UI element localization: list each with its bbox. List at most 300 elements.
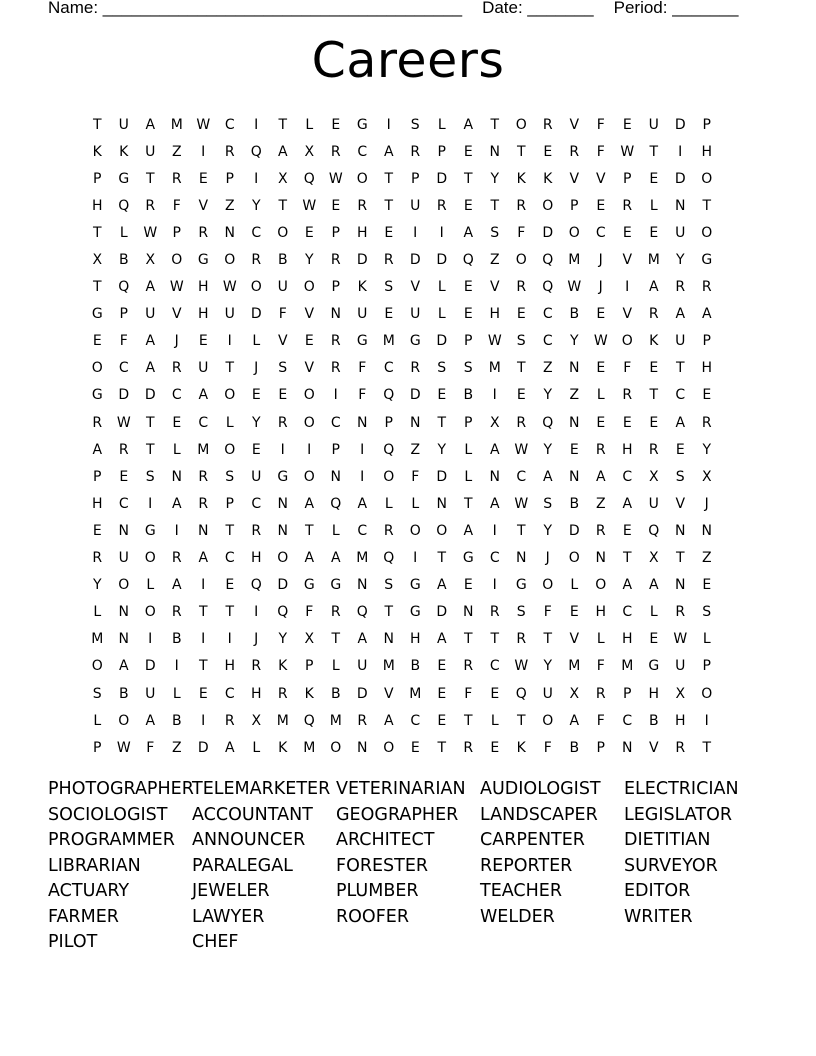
- grid-letter: Q: [542, 414, 554, 431]
- grid-letter: R: [410, 143, 421, 160]
- grid-letter: N: [595, 550, 606, 567]
- grid-letter: I: [227, 631, 232, 648]
- grid-letter: N: [383, 631, 394, 648]
- word-list-item: PILOT: [48, 932, 98, 952]
- grid-letter: E: [463, 306, 473, 323]
- grid-letter: I: [492, 522, 497, 539]
- grid-letter: G: [91, 387, 103, 404]
- grid-letter: A: [357, 631, 368, 648]
- grid-letter: N: [410, 414, 421, 431]
- grid-letter: E: [384, 306, 394, 323]
- grid-letter: K: [357, 279, 367, 296]
- word-list: [48, 777, 768, 956]
- grid-letter: N: [118, 604, 129, 621]
- grid-letter: A: [92, 441, 103, 458]
- grid-letter: E: [463, 577, 473, 594]
- grid-letter: C: [542, 333, 553, 350]
- grid-letter: O: [409, 522, 421, 539]
- grid-letter: W: [593, 333, 608, 350]
- word-list-item: PLUMBER: [336, 881, 419, 901]
- grid-letter: H: [489, 306, 501, 323]
- grid-letter: R: [701, 414, 712, 431]
- grid-letter: H: [701, 143, 713, 160]
- grid-letter: T: [702, 197, 712, 214]
- grid-letter: N: [675, 197, 686, 214]
- grid-letter: P: [623, 170, 632, 187]
- word-list-item: SOCIOLOGIST: [48, 804, 168, 825]
- grid-letter: Q: [250, 143, 262, 160]
- grid-letter: P: [331, 224, 340, 241]
- grid-letter: R: [330, 143, 341, 160]
- grid-letter: D: [144, 387, 156, 404]
- grid-letter: A: [675, 414, 686, 431]
- grid-letter: D: [409, 252, 421, 269]
- grid-letter: N: [357, 739, 368, 756]
- grid-letter: T: [225, 604, 235, 621]
- grid-letter: A: [198, 387, 209, 404]
- grid-letter: U: [357, 658, 368, 675]
- grid-letter: U: [251, 468, 262, 485]
- grid-letter: L: [146, 577, 155, 594]
- grid-letter: T: [516, 143, 526, 160]
- word-list-item: EDITOR: [624, 881, 691, 901]
- grid-letter: M: [409, 685, 422, 702]
- grid-letter: C: [330, 414, 341, 431]
- grid-letter: E: [410, 739, 420, 756]
- grid-letter: X: [145, 252, 156, 269]
- grid-letter: O: [542, 197, 554, 214]
- grid-letter: E: [622, 522, 632, 539]
- grid-letter: A: [145, 360, 156, 377]
- grid-letter: W: [116, 414, 131, 431]
- grid-letter: P: [331, 441, 340, 458]
- grid-letter: X: [251, 712, 262, 729]
- grid-letter: C: [622, 712, 633, 729]
- grid-letter: X: [569, 685, 580, 702]
- grid-letter: O: [383, 739, 395, 756]
- worksheet-header: [48, 0, 748, 20]
- grid-letter: O: [303, 279, 315, 296]
- grid-letter: N: [277, 495, 288, 512]
- word-list-item: GEOGRAPHER: [336, 804, 459, 825]
- grid-letter: H: [91, 495, 103, 512]
- grid-letter: T: [384, 604, 394, 621]
- grid-letter: P: [93, 468, 102, 485]
- grid-letter: E: [384, 224, 394, 241]
- grid-letter: L: [649, 604, 658, 621]
- grid-letter: P: [596, 739, 605, 756]
- grid-letter: F: [623, 360, 632, 377]
- grid-letter: L: [437, 306, 446, 323]
- grid-letter: L: [93, 712, 102, 729]
- grid-letter: E: [437, 658, 447, 675]
- grid-letter: C: [251, 495, 262, 512]
- grid-letter: Y: [675, 252, 685, 269]
- grid-letter: P: [464, 333, 473, 350]
- grid-letter: U: [675, 658, 686, 675]
- grid-letter: R: [330, 252, 341, 269]
- grid-letter: M: [568, 658, 581, 675]
- grid-letter: F: [464, 685, 473, 702]
- grid-letter: Z: [171, 143, 182, 160]
- grid-letter: E: [278, 387, 288, 404]
- grid-letter: D: [356, 685, 368, 702]
- grid-letter: I: [148, 495, 153, 512]
- grid-letter: Q: [383, 550, 395, 567]
- grid-letter: Z: [489, 252, 500, 269]
- grid-letter: L: [437, 279, 446, 296]
- grid-letter: O: [118, 712, 130, 729]
- period-field: Period: _______: [613, 0, 739, 17]
- grid-letter: E: [490, 685, 500, 702]
- grid-letter: A: [330, 550, 341, 567]
- grid-letter: F: [596, 116, 605, 133]
- grid-letter: A: [357, 495, 368, 512]
- grid-letter: Q: [250, 577, 262, 594]
- word-list-item: CARPENTER: [480, 830, 585, 850]
- grid-letter: O: [303, 468, 315, 485]
- grid-letter: H: [197, 279, 209, 296]
- grid-letter: N: [569, 414, 580, 431]
- grid-letter: W: [116, 739, 131, 756]
- grid-letter: U: [118, 116, 129, 133]
- grid-letter: R: [410, 360, 421, 377]
- grid-letter: T: [649, 143, 659, 160]
- grid-letter: B: [118, 252, 129, 269]
- word-list-item: ELECTRICIAN: [624, 779, 739, 799]
- grid-letter: I: [254, 116, 259, 133]
- grid-letter: Y: [437, 441, 447, 458]
- grid-letter: E: [702, 387, 712, 404]
- grid-letter: V: [569, 631, 580, 648]
- grid-letter: N: [569, 360, 580, 377]
- grid-letter: P: [702, 333, 711, 350]
- grid-letter: I: [704, 712, 709, 729]
- grid-letter: F: [596, 143, 605, 160]
- grid-letter: M: [621, 658, 634, 675]
- grid-letter: E: [596, 414, 606, 431]
- grid-letter: M: [170, 116, 183, 133]
- grid-letter: A: [489, 441, 500, 458]
- grid-letter: D: [436, 604, 448, 621]
- grid-letter: L: [119, 224, 128, 241]
- grid-letter: L: [437, 116, 446, 133]
- grid-letter: S: [702, 604, 712, 621]
- grid-letter: N: [357, 577, 368, 594]
- grid-letter: C: [171, 387, 182, 404]
- grid-letter: Q: [356, 604, 368, 621]
- grid-letter: W: [487, 333, 502, 350]
- grid-letter: J: [254, 631, 259, 648]
- grid-letter: V: [304, 306, 315, 323]
- grid-letter: K: [278, 658, 288, 675]
- grid-letter: S: [384, 279, 394, 296]
- grid-letter: I: [360, 468, 365, 485]
- grid-letter: P: [331, 279, 340, 296]
- grid-letter: R: [357, 197, 368, 214]
- grid-letter: E: [251, 387, 261, 404]
- grid-letter: A: [383, 143, 394, 160]
- grid-letter: E: [543, 143, 553, 160]
- grid-letter: R: [330, 360, 341, 377]
- grid-letter: O: [701, 685, 713, 702]
- grid-letter: Y: [251, 197, 261, 214]
- grid-letter: L: [172, 685, 181, 702]
- grid-letter: Y: [251, 414, 261, 431]
- word-list-item: AUDIOLOGIST: [480, 779, 601, 799]
- grid-letter: U: [675, 224, 686, 241]
- grid-letter: C: [251, 224, 262, 241]
- grid-letter: B: [569, 306, 580, 323]
- grid-letter: L: [225, 414, 234, 431]
- grid-letter: P: [225, 495, 234, 512]
- grid-letter: V: [171, 306, 182, 323]
- page-title: Careers: [311, 32, 505, 89]
- grid-letter: C: [542, 306, 553, 323]
- grid-letter: K: [92, 143, 102, 160]
- word-list-item: JEWELER: [192, 881, 270, 901]
- grid-letter: A: [118, 658, 129, 675]
- grid-letter: Y: [543, 658, 553, 675]
- grid-letter: G: [277, 468, 289, 485]
- grid-letter: U: [145, 306, 156, 323]
- grid-letter: R: [595, 522, 606, 539]
- grid-letter: I: [492, 387, 497, 404]
- grid-letter: U: [410, 306, 421, 323]
- grid-letter: V: [198, 197, 209, 214]
- grid-letter: A: [277, 143, 288, 160]
- grid-letter: O: [383, 468, 395, 485]
- grid-letter: U: [357, 306, 368, 323]
- grid-letter: S: [543, 495, 553, 512]
- grid-letter: R: [92, 414, 103, 431]
- grid-letter: S: [437, 360, 447, 377]
- grid-letter: D: [674, 170, 686, 187]
- grid-letter: L: [596, 387, 605, 404]
- grid-letter: A: [569, 712, 580, 729]
- grid-letter: A: [463, 116, 474, 133]
- grid-letter: H: [224, 658, 236, 675]
- grid-letter: A: [622, 495, 633, 512]
- grid-letter: B: [569, 495, 580, 512]
- grid-letter: N: [675, 577, 686, 594]
- grid-letter: T: [278, 197, 288, 214]
- grid-letter: E: [622, 414, 632, 431]
- grid-letter: I: [307, 441, 312, 458]
- grid-letter: T: [463, 495, 473, 512]
- grid-letter: Z: [595, 495, 606, 512]
- grid-letter: R: [198, 224, 209, 241]
- grid-letter: I: [254, 604, 259, 621]
- grid-letter: X: [675, 685, 686, 702]
- grid-letter: J: [174, 333, 179, 350]
- grid-letter: T: [437, 739, 447, 756]
- grid-letter: A: [595, 468, 606, 485]
- word-list-item: TELEMARKETER: [192, 779, 331, 799]
- grid-letter: H: [356, 224, 368, 241]
- grid-letter: D: [542, 224, 554, 241]
- grid-letter: O: [701, 170, 713, 187]
- grid-letter: L: [93, 604, 102, 621]
- grid-letter: X: [648, 550, 659, 567]
- grid-letter: T: [437, 414, 447, 431]
- grid-letter: R: [92, 550, 103, 567]
- grid-letter: L: [649, 197, 658, 214]
- grid-letter: V: [569, 116, 580, 133]
- grid-letter: G: [144, 522, 156, 539]
- grid-letter: Y: [490, 170, 500, 187]
- grid-letter: S: [410, 116, 420, 133]
- grid-letter: E: [92, 522, 102, 539]
- grid-letter: B: [330, 685, 341, 702]
- grid-letter: A: [675, 306, 686, 323]
- grid-letter: E: [437, 685, 447, 702]
- grid-letter: K: [543, 170, 553, 187]
- grid-letter: R: [198, 468, 209, 485]
- grid-letter: U: [198, 360, 209, 377]
- grid-letter: U: [145, 685, 156, 702]
- grid-letter: L: [464, 441, 473, 458]
- grid-letter: R: [277, 685, 288, 702]
- grid-letter: L: [596, 631, 605, 648]
- grid-letter: E: [198, 685, 208, 702]
- grid-letter: C: [595, 224, 606, 241]
- grid-letter: E: [596, 197, 606, 214]
- grid-letter: G: [515, 577, 527, 594]
- word-list-item: LIBRARIAN: [48, 855, 141, 876]
- grid-letter: W: [196, 116, 211, 133]
- grid-letter: T: [702, 739, 712, 756]
- grid-letter: Y: [92, 577, 102, 594]
- grid-letter: T: [331, 631, 341, 648]
- grid-letter: E: [331, 116, 341, 133]
- grid-letter: N: [489, 468, 500, 485]
- grid-letter: T: [490, 116, 500, 133]
- grid-letter: K: [304, 685, 314, 702]
- grid-letter: R: [675, 739, 686, 756]
- grid-letter: I: [201, 631, 206, 648]
- grid-letter: T: [92, 224, 102, 241]
- grid-letter: A: [436, 631, 447, 648]
- grid-letter: G: [462, 550, 474, 567]
- grid-letter: R: [224, 712, 235, 729]
- grid-letter: K: [516, 739, 526, 756]
- grid-letter: V: [383, 685, 394, 702]
- grid-letter: O: [542, 577, 554, 594]
- grid-letter: B: [171, 712, 182, 729]
- grid-letter: I: [227, 333, 232, 350]
- grid-letter: R: [463, 658, 474, 675]
- grid-letter: N: [516, 550, 527, 567]
- grid-letter: A: [171, 495, 182, 512]
- grid-letter: U: [224, 306, 235, 323]
- grid-letter: E: [198, 333, 208, 350]
- word-list-item: PARALEGAL: [192, 855, 293, 876]
- grid-letter: R: [516, 631, 527, 648]
- word-list-item: VETERINARIAN: [336, 779, 466, 799]
- grid-letter: T: [225, 360, 235, 377]
- grid-letter: H: [197, 306, 209, 323]
- grid-letter: O: [568, 550, 580, 567]
- grid-letter: O: [542, 712, 554, 729]
- grid-letter: I: [174, 522, 179, 539]
- grid-letter: H: [250, 685, 262, 702]
- grid-letter: O: [436, 522, 448, 539]
- name-field: Name: ______________________________________: [48, 0, 463, 17]
- grid-letter: R: [701, 279, 712, 296]
- grid-letter: P: [305, 658, 314, 675]
- grid-letter: R: [516, 414, 527, 431]
- grid-letter: Y: [543, 522, 553, 539]
- grid-letter: E: [119, 468, 129, 485]
- grid-letter: O: [250, 279, 262, 296]
- grid-letter: A: [463, 224, 474, 241]
- grid-letter: T: [384, 170, 394, 187]
- grid-letter: I: [148, 631, 153, 648]
- grid-letter: O: [91, 360, 103, 377]
- grid-letter: J: [545, 550, 550, 567]
- grid-letter: H: [674, 712, 686, 729]
- grid-letter: R: [251, 252, 262, 269]
- grid-letter: R: [171, 604, 182, 621]
- grid-letter: M: [197, 441, 210, 458]
- grid-letter: N: [675, 522, 686, 539]
- grid-letter: E: [437, 712, 447, 729]
- grid-letter: C: [224, 685, 235, 702]
- grid-letter: T: [516, 360, 526, 377]
- grid-letter: R: [648, 306, 659, 323]
- grid-letter: M: [276, 712, 289, 729]
- word-list-item: LAWYER: [192, 906, 265, 927]
- grid-letter: O: [144, 604, 156, 621]
- grid-letter: E: [463, 143, 473, 160]
- grid-letter: M: [329, 712, 342, 729]
- grid-letter: E: [649, 170, 659, 187]
- grid-letter: V: [489, 279, 500, 296]
- grid-letter: V: [304, 360, 315, 377]
- grid-letter: B: [463, 387, 474, 404]
- grid-letter: T: [437, 550, 447, 567]
- grid-letter: G: [648, 658, 660, 675]
- grid-letter: E: [569, 604, 579, 621]
- grid-letter: F: [358, 360, 367, 377]
- grid-letter: T: [622, 550, 632, 567]
- word-list-item: ARCHITECT: [336, 830, 435, 850]
- grid-letter: C: [675, 387, 686, 404]
- grid-letter: Q: [515, 685, 527, 702]
- grid-letter: X: [701, 468, 712, 485]
- grid-letter: D: [144, 658, 156, 675]
- word-list-item: CHEF: [192, 932, 239, 952]
- grid-letter: Y: [304, 252, 314, 269]
- grid-letter: W: [673, 631, 688, 648]
- grid-letter: I: [413, 550, 418, 567]
- grid-letter: X: [304, 631, 315, 648]
- grid-letter: T: [675, 550, 685, 567]
- grid-letter: E: [516, 306, 526, 323]
- grid-letter: T: [516, 712, 526, 729]
- grid-letter: P: [570, 197, 579, 214]
- grid-letter: D: [436, 170, 448, 187]
- grid-letter: W: [169, 279, 184, 296]
- grid-letter: C: [118, 360, 129, 377]
- word-list-item: PROGRAMMER: [48, 830, 175, 850]
- grid-letter: C: [622, 468, 633, 485]
- grid-letter: G: [701, 252, 713, 269]
- grid-letter: D: [409, 387, 421, 404]
- grid-letter: G: [197, 252, 209, 269]
- grid-letter: Q: [118, 197, 130, 214]
